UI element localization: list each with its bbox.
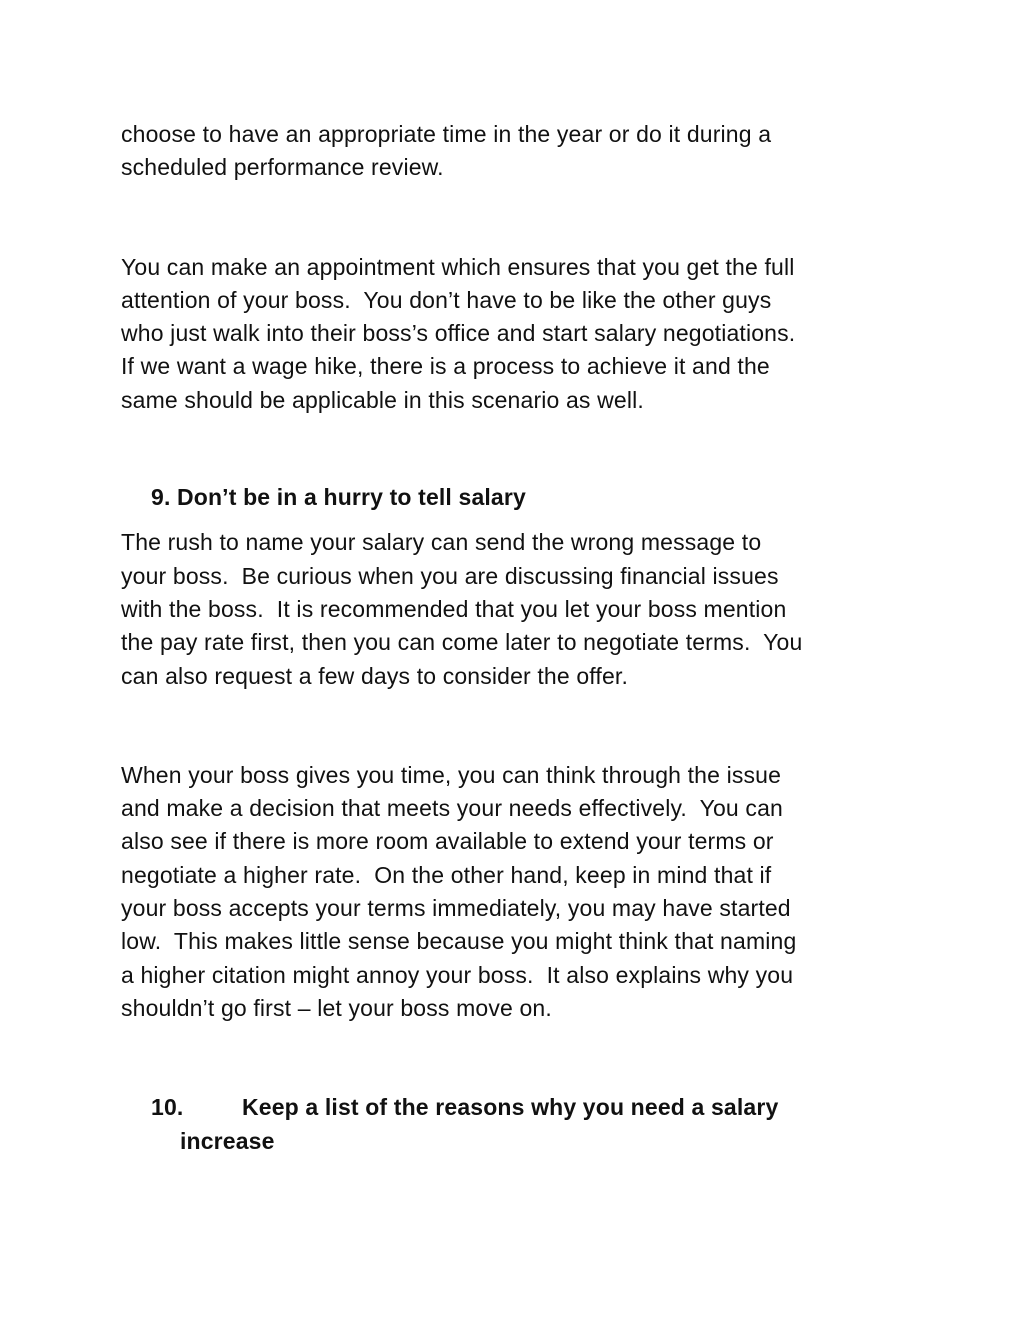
text-line: choose to have an appropriate time in the year or do it during a <box>121 121 772 147</box>
heading-text: 9. Don’t be in a hurry to tell salary <box>151 484 526 511</box>
text-line: your boss accepts your terms immediately, you may have started <box>121 895 791 922</box>
document-page <box>121 118 911 1158</box>
text-line: scheduled performance review. <box>121 154 444 181</box>
text-line: When your boss gives you time, you can think through the issue <box>121 761 782 788</box>
text-line: If we want a wage hike, there is a process to achieve it and the <box>121 353 770 380</box>
paragraph-appropriate-time <box>121 118 911 185</box>
text-line: can also request a few days to consider the offer. <box>121 662 628 689</box>
paragraph-rush-to-name <box>121 526 911 692</box>
heading-number: 10. <box>151 1094 184 1121</box>
text-line: You can make an appointment which ensures that you get the full <box>121 253 795 280</box>
text-line: who just walk into their boss’s office and start salary negotiations. <box>121 320 796 347</box>
paragraph-spacer <box>121 1025 911 1091</box>
text-line: your boss. Be curious when you are discussing financial issues <box>121 562 779 589</box>
text-line: also see if there is more room available to extend your terms or <box>121 828 774 855</box>
heading-text: increase <box>180 1127 275 1154</box>
paragraph-boss-gives-time <box>121 759 911 1025</box>
text-line: the pay rate first, then you can come later to negotiate terms. You <box>121 629 803 656</box>
text-line: The rush to name your salary can send the wrong message to <box>121 529 762 556</box>
paragraph-appointment <box>121 251 911 417</box>
paragraph-spacer <box>121 185 911 251</box>
text-line: and make a decision that meets your needs effectively. You can <box>121 795 783 822</box>
paragraph-spacer <box>121 693 911 759</box>
heading-text: Keep a list of the reasons why you need a salary <box>242 1094 779 1121</box>
text-line: a higher citation might annoy your boss. It also explains why you <box>121 961 794 988</box>
section-heading-9 <box>121 481 911 514</box>
text-line: shouldn’t go first – let your boss move on. <box>121 994 552 1021</box>
text-line: negotiate a higher rate. On the other hand, keep in mind that if <box>121 861 772 888</box>
text-line: with the boss. It is recommended that you let your boss mention <box>121 595 787 622</box>
paragraph-spacer <box>121 417 911 481</box>
section-heading-10 <box>121 1091 911 1158</box>
text-line: attention of your boss. You don’t have to be like the other guys <box>121 286 772 313</box>
heading-spacer <box>121 514 911 526</box>
text-line: same should be applicable in this scenario as well. <box>121 386 644 413</box>
text-line: low. This makes little sense because you might think that naming <box>121 928 797 955</box>
